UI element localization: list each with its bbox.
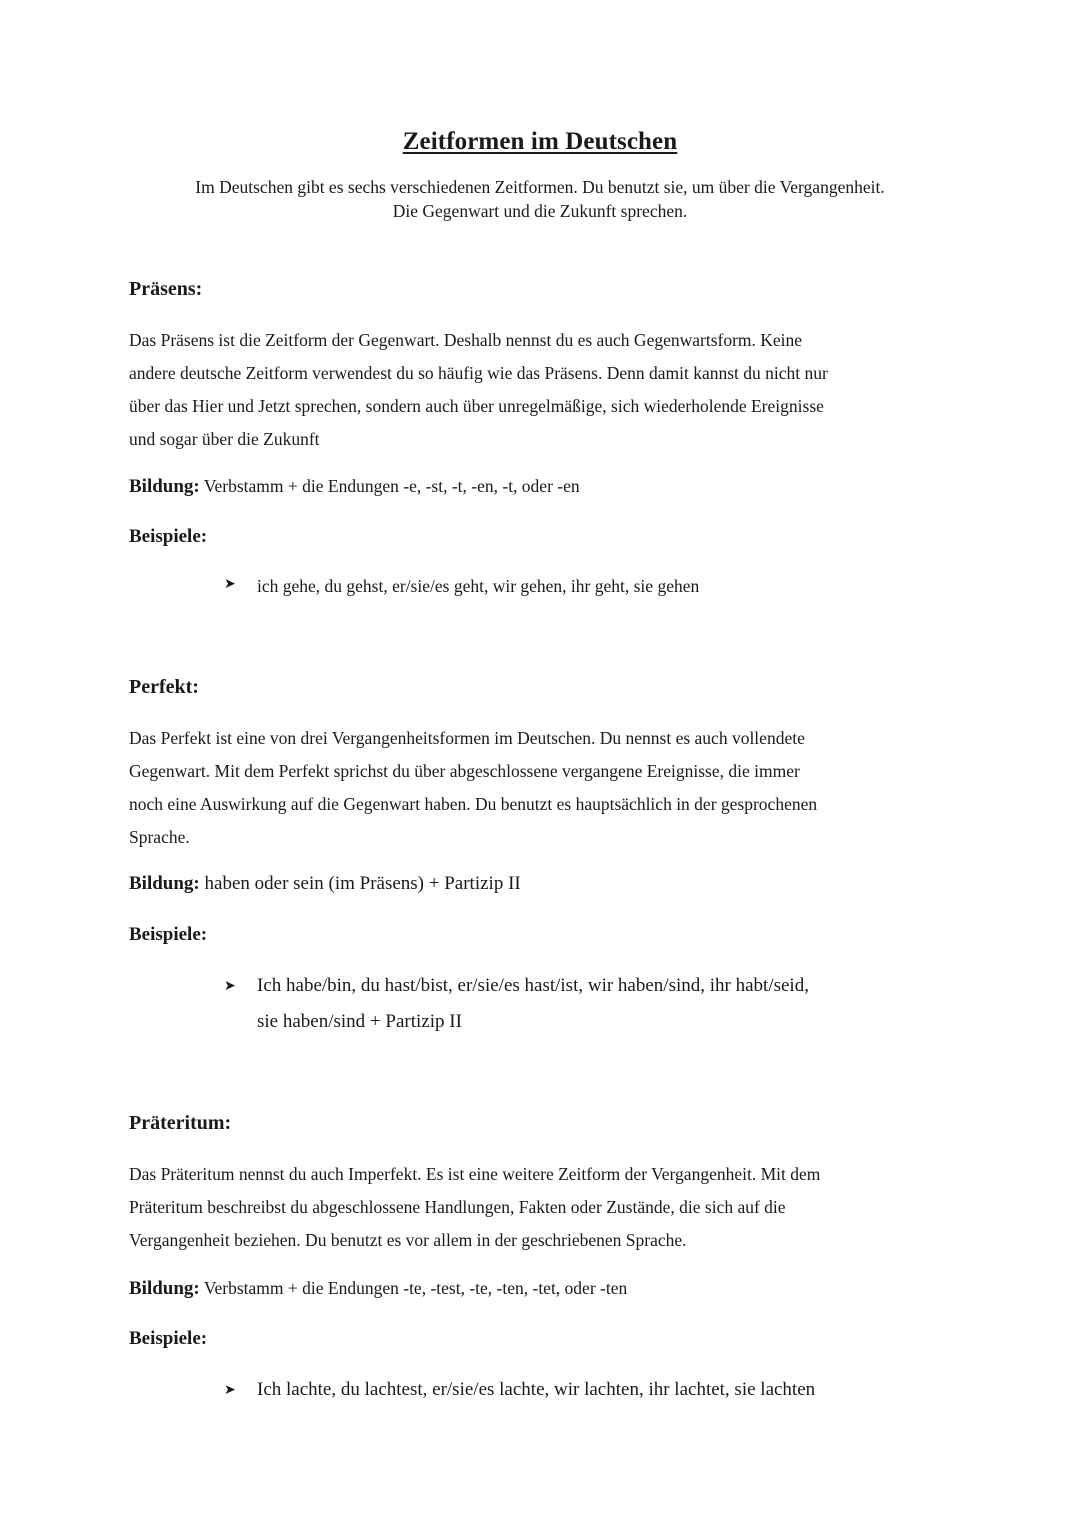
example-text-block: [257, 968, 964, 1040]
bildung-label: Bildung:: [129, 873, 200, 894]
example-item-perfekt: [224, 968, 964, 1040]
bildung-text: haben oder sein (im Präsens) + Partizip II: [204, 873, 521, 894]
page-title: Zeitformen im Deutschen: [402, 128, 678, 155]
example-item-praeteritum: [224, 1372, 964, 1408]
beispiele-label-praesens: Beispiele:: [129, 526, 208, 547]
example-text: Ich habe/bin, du hast/bist, er/sie/es hast/ist, wir haben/sind, ihr habt/seid,: [257, 975, 809, 996]
example-text: ich gehe, du gehst, er/sie/es geht, wir gehen, ihr geht, sie gehen: [257, 576, 700, 596]
arrow-bullet-icon: ➤: [224, 978, 236, 994]
section-paragraph-perfekt: [129, 722, 959, 854]
paragraph-line: Sprache.: [129, 827, 190, 847]
paragraph-line: Das Präsens ist die Zeitform der Gegenwart. Deshalb nennst du es auch Gegenwartsform. Keine: [129, 330, 803, 350]
section-heading-perfekt: Perfekt:: [129, 676, 199, 698]
paragraph-line: über das Hier und Jetzt sprechen, sondern auch über unregelmäßige, sich wiederholende Ereignisse: [129, 396, 824, 416]
section-paragraph-praeteritum: [129, 1158, 959, 1257]
intro-line-2: Die Gegenwart und die Zukunft sprechen.: [392, 201, 688, 221]
bildung-text: Verbstamm + die Endungen -te, -test, -te, -ten, -tet, oder -ten: [203, 1278, 628, 1298]
intro-paragraph: [120, 175, 960, 223]
bildung-praesens: [129, 476, 580, 498]
bildung-text: Verbstamm + die Endungen -e, -st, -t, -en, -t, oder -en: [203, 476, 580, 496]
arrow-bullet-icon: ➤: [224, 576, 236, 592]
intro-line-1: Im Deutschen gibt es sechs verschiedenen Zeitformen. Du benutzt sie, um über die Vergangenheit.: [195, 177, 885, 197]
beispiele-label-praeteritum: Beispiele:: [129, 1328, 208, 1349]
section-heading-praeteritum: Präteritum:: [129, 1112, 232, 1134]
paragraph-line: Das Perfekt ist eine von drei Vergangenheitsformen im Deutschen. Du nennst es auch vollendete: [129, 728, 805, 748]
bildung-perfekt: [129, 873, 521, 895]
bildung-praeteritum: [129, 1278, 627, 1300]
paragraph-line: Vergangenheit beziehen. Du benutzt es vor allem in der geschriebenen Sprache.: [129, 1230, 687, 1250]
paragraph-line: noch eine Auswirkung auf die Gegenwart haben. Du benutzt es hauptsächlich in der gesprochenen: [129, 794, 818, 814]
example-text: Ich lachte, du lachtest, er/sie/es lachte, wir lachten, ihr lachtet, sie lachten: [257, 1379, 816, 1400]
section-heading-praesens: Präsens:: [129, 278, 203, 300]
bildung-label: Bildung:: [129, 1278, 200, 1299]
paragraph-line: und sogar über die Zukunft: [129, 429, 320, 449]
example-item-praesens: [224, 576, 964, 597]
bildung-label: Bildung:: [129, 476, 200, 497]
beispiele-label-perfekt: Beispiele:: [129, 924, 208, 945]
example-text: sie haben/sind + Partizip II: [257, 1011, 462, 1032]
section-paragraph-praesens: [129, 324, 959, 456]
paragraph-line: Gegenwart. Mit dem Perfekt sprichst du über abgeschlossene vergangene Ereignisse, die immer: [129, 761, 800, 781]
arrow-bullet-icon: ➤: [224, 1382, 236, 1398]
paragraph-line: Präteritum beschreibst du abgeschlossene Handlungen, Fakten oder Zustände, die sich auf die: [129, 1197, 786, 1217]
paragraph-line: Das Präteritum nennst du auch Imperfekt. Es ist eine weitere Zeitform der Vergangenheit. Mit dem: [129, 1164, 821, 1184]
paragraph-line: andere deutsche Zeitform verwendest du so häufig wie das Präsens. Denn damit kannst du nicht nur: [129, 363, 828, 383]
